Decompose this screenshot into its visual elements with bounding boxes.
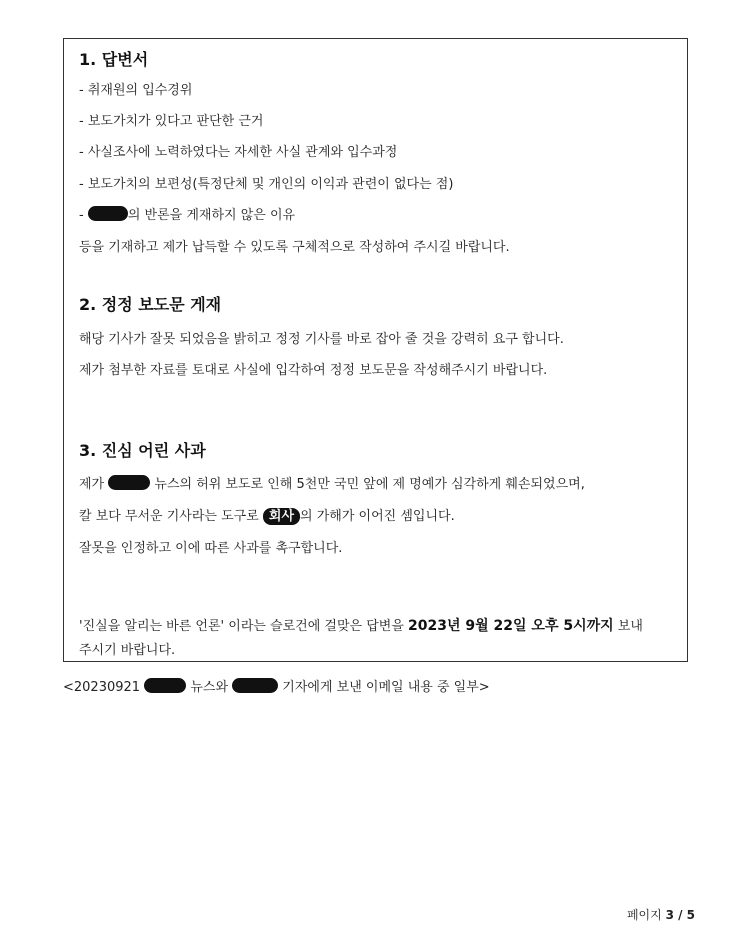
section1-heading: 1. 답변서: [79, 50, 149, 69]
redaction-mark: [144, 678, 186, 693]
closing-line-2: 주시기 바랍니다.: [79, 643, 176, 658]
section1-item-2: - 보도가치가 있다고 판단한 근거: [79, 114, 264, 129]
section3-line-3: 잘못을 인정하고 이에 따른 사과를 촉구합니다.: [79, 541, 343, 556]
deadline: 2023년 9월 22일 오후 5시까지: [408, 618, 614, 634]
closing-line-1: [79, 615, 643, 635]
caption-prefix: <20230921: [63, 680, 145, 695]
caption-suffix: 기자에게 보낸 이메일 내용 중 일부>: [278, 680, 490, 695]
page-label: 페이지: [626, 908, 662, 922]
line2-prefix: 칼 보다 무서운 기사라는 도구로: [79, 509, 263, 524]
item5-suffix: 의 반론을 게재하지 않은 이유: [127, 208, 296, 223]
line1-prefix: 제가: [79, 477, 109, 492]
redaction-mark: [232, 678, 278, 693]
caption: [63, 676, 490, 695]
page-count: 3 / 5: [665, 908, 695, 922]
section1-closing: 등을 기재하고 제가 납득할 수 있도록 구체적으로 작성하여 주시길 바랍니다.: [79, 240, 510, 255]
section1-item-5: [79, 204, 295, 223]
section3-heading: 3. 진심 어린 사과: [79, 441, 206, 460]
section1-item-1: - 취재원의 입수경위: [79, 83, 193, 98]
line1-suffix: 뉴스의 허위 보도로 인해 5천만 국민 앞에 제 명예가 심각하게 훼손되었으며,: [150, 477, 585, 492]
redaction-mark: [108, 475, 150, 490]
email-excerpt-box: [63, 38, 688, 662]
page-number: [627, 906, 695, 923]
caption-middle: 뉴스와: [186, 680, 233, 695]
item5-prefix: -: [79, 208, 88, 223]
closing-prefix: '진실을 알리는 바른 언론' 이라는 슬로건에 걸맞은 답변을: [79, 619, 409, 634]
section1-item-3: - 사실조사에 노력하였다는 자세한 사실 관계와 입수과정: [79, 145, 398, 160]
section2-line-2: 제가 첨부한 자료를 토대로 사실에 입각하여 정정 보도문을 작성해주시기 바랍니다.: [79, 363, 548, 378]
section2-heading: 2. 정정 보도문 게재: [79, 295, 222, 314]
section2-line-1: 해당 기사가 잘못 되었음을 밝히고 정정 기사를 바로 잡아 줄 것을 강력히 요구 합니다.: [79, 332, 564, 347]
line2-suffix: 의 가해가 이어진 셈입니다.: [300, 509, 455, 524]
section3-line-2: [79, 505, 455, 525]
company-pill: 회사: [263, 508, 300, 525]
closing-suffix: 보내: [613, 619, 643, 634]
redaction-mark: [88, 206, 128, 221]
section3-line-1: [79, 473, 585, 492]
section1-item-4: - 보도가치의 보편성(특정단체 및 개인의 이익과 관련이 없다는 점): [79, 177, 454, 192]
